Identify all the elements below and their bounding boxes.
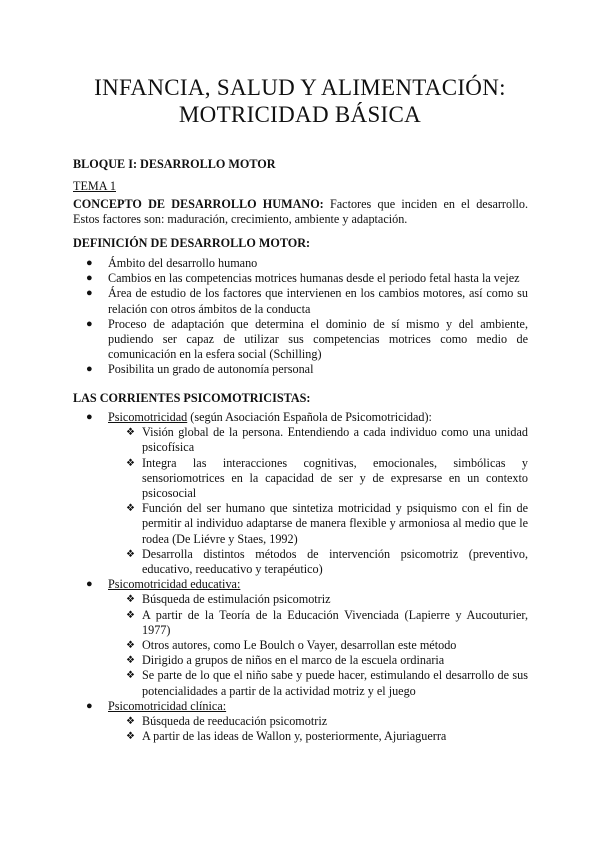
list-item-psicomotricidad [73, 410, 528, 577]
sub-list-item: ❖ Dirigido a grupos de niños en el marco de la escuela ordinaria [126, 653, 445, 668]
sub-list [108, 714, 528, 744]
sub-list-item: ❖ Función del ser humano que sintetiza motricidad y psiquismo con el fin de permitir al individuo adaptarse de manera flexible y armoniosa al medio que le rodea (De Liévre y Staes, 1992) [126, 501, 528, 546]
diamond-icon: ❖ [126, 640, 135, 652]
diamond-icon: ❖ [126, 670, 135, 682]
sub-list-item: ❖ Desarrolla distintos métodos de intervención psicomotriz (preventivo, educativo, reeducativo y terapéutico) [126, 546, 528, 577]
concepto-label: CONCEPTO DE DESARROLLO HUMANO: [73, 197, 324, 211]
sub-list-item: ❖ Búsqueda de estimulación psicomotriz [126, 592, 331, 607]
group-name: Psicomotricidad clínica: [108, 698, 227, 713]
diamond-icon: ❖ [126, 594, 135, 606]
sub-list-item: ❖ A partir de la Teoría de la Educación Vivenciada (Lapierre y Aucouturier, 1977) [126, 607, 528, 637]
diamond-icon: ❖ [126, 457, 135, 469]
diamond-icon: ❖ [126, 716, 135, 728]
sub-list-item: ❖ A partir de las ideas de Wallon y, posteriormente, Ajuriaguerra [126, 729, 447, 744]
bullet-icon: ● [86, 272, 93, 285]
bloque-heading: BLOQUE I: DESARROLLO MOTOR [73, 157, 276, 171]
list-item: ● Área de estudio de los factores que intervienen en los cambios motores, así como su relación con otros ámbitos de la conducta [86, 286, 528, 316]
list-item-psicomotricidad-educativa [73, 577, 528, 699]
bullet-icon: ● [86, 578, 93, 591]
bullet-icon: ● [86, 317, 93, 330]
sub-list [108, 425, 528, 577]
list-item: ● Ámbito del desarrollo humano [86, 256, 258, 270]
sub-list-item: ❖ Otros autores, como Le Boulch o Vayer, desarrollan este método [126, 638, 457, 653]
diamond-icon: ❖ [126, 655, 135, 667]
list-item: ● Proceso de adaptación que determina el dominio de sí mismo y del ambiente, pudiendo ser capaz de utilizar sus competencias motrices como medio de comunicación en la esfera social (Schilling) [86, 316, 528, 362]
sub-list-item: ❖ Búsqueda de reeducación psicomotriz [126, 714, 328, 729]
sub-list-item: ❖ Integra las interacciones cognitivas, emocionales, simbólicas y sensoriomotrices en la capacidad de ser y de expresarse en un contexto psicosocial [126, 455, 528, 501]
sub-list [108, 592, 528, 698]
list-item-psicomotricidad-clinica [73, 699, 528, 745]
diamond-icon: ❖ [126, 427, 135, 439]
definicion-heading: DEFINICIÓN DE DESARROLLO MOTOR: [73, 236, 311, 250]
sub-list-item: ❖ Visión global de la persona. Entendiendo a cada individuo como una unidad psicofísica [126, 425, 528, 455]
tema-label: TEMA 1 [73, 179, 116, 193]
bullet-icon: ● [86, 411, 93, 423]
diamond-icon: ❖ [126, 609, 135, 621]
document-title [40, 74, 560, 128]
diamond-icon: ❖ [126, 548, 135, 560]
title-line-1: INFANCIA, SALUD Y ALIMENTACIÓN: [94, 75, 506, 100]
title-line-2: MOTRICIDAD BÁSICA [178, 102, 422, 127]
corrientes-heading: LAS CORRIENTES PSICOMOTRICISTAS: [73, 391, 311, 405]
bullet-icon: ● [86, 287, 93, 300]
bullet-icon: ● [86, 363, 93, 376]
bullet-icon: ● [86, 699, 93, 712]
sub-list-item: ❖ Se parte de lo que el niño sabe y puede hacer, estimulando el desarrollo de sus potencialidades a partir de la actividad motriz y el juego [126, 668, 528, 698]
diamond-icon: ❖ [126, 731, 135, 743]
list-item: ● Posibilita un grado de autonomía personal [86, 362, 314, 377]
group-name: Psicomotricidad educativa: [108, 577, 241, 592]
group-name: Psicomotricidad [108, 410, 188, 424]
concepto-paragraph [73, 197, 528, 227]
list-item: ● Cambios en las competencias motrices humanas desde el periodo fetal hasta la vejez [86, 271, 520, 286]
corrientes-list [73, 410, 528, 744]
group-suffix: (según Asociación Española de Psicomotricidad): [187, 410, 432, 424]
concepto-text: Factores que inciden en el desarrollo. Estos factores son: maduración, crecimiento, ambiente y adaptación. [73, 197, 528, 227]
bullet-icon: ● [86, 257, 93, 269]
definicion-list [73, 256, 528, 378]
diamond-icon: ❖ [126, 503, 135, 515]
